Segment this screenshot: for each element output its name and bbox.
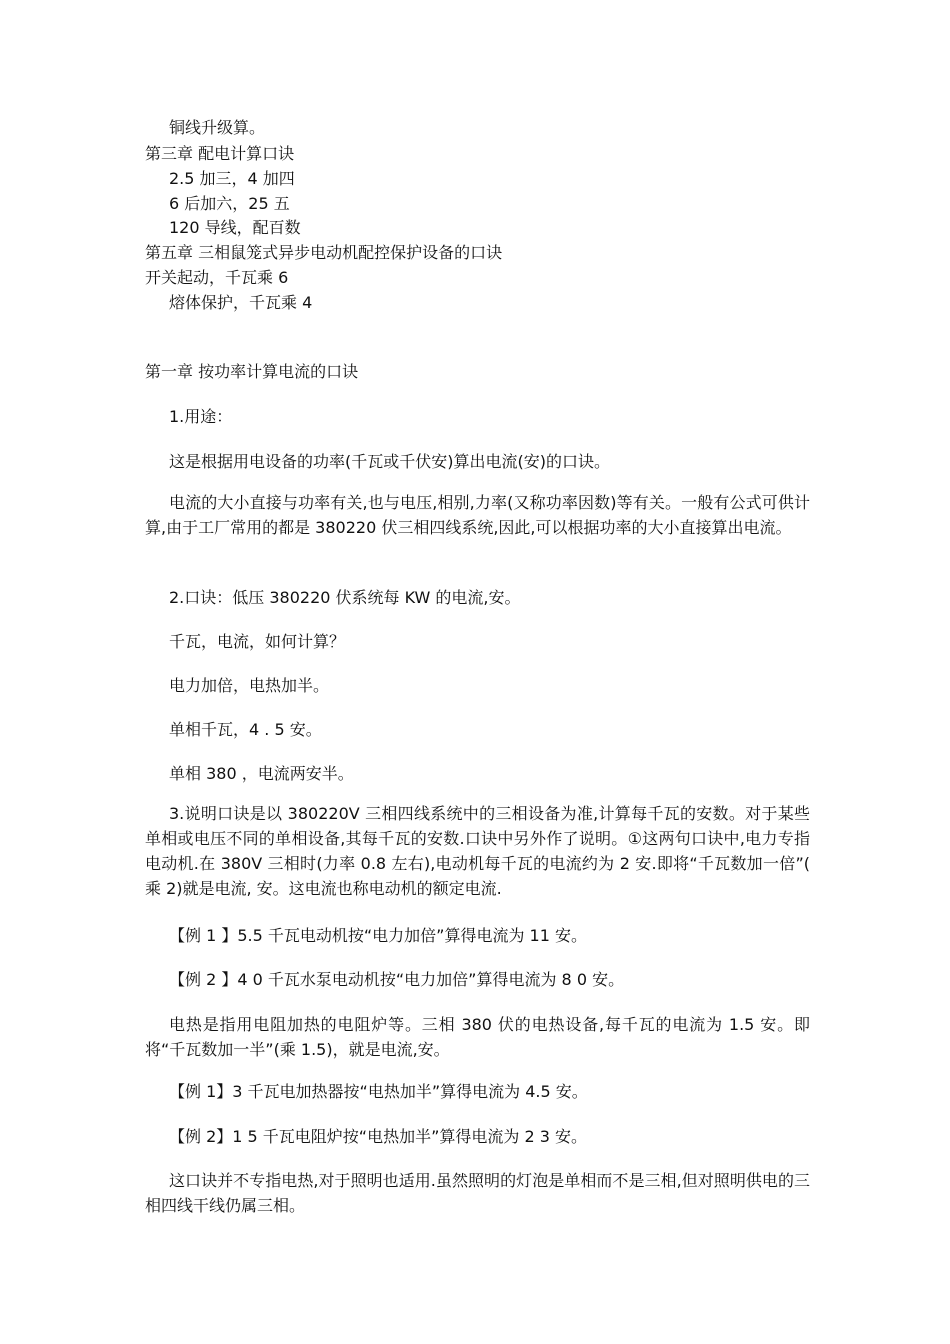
- outline-rhyme-line-1: 2.5 加三，4 加四: [169, 169, 295, 188]
- example-heater-2: 【例 2】1 5 千瓦电阻炉按“电热加半”算得电流为 2 3 安。: [169, 1127, 587, 1146]
- rhyme-line-3: 单相千瓦，4 . 5 安。: [169, 720, 322, 739]
- outline-rhyme-line-3: 120 导线，配百数: [169, 218, 301, 237]
- outline-fuse-rule: 熔体保护，千瓦乘 4: [169, 293, 313, 312]
- outline-chapter-3-title: 第三章 配电计算口诀: [145, 144, 295, 163]
- usage-heading: 1.用途：: [169, 407, 233, 426]
- example-heater-1: 【例 1】3 千瓦电加热器按“电热加半”算得电流为 4.5 安。: [169, 1082, 588, 1101]
- usage-paragraph: 这是根据用电设备的功率(千瓦或千伏安)算出电流(安)的口诀。: [169, 452, 610, 471]
- outline-switch-rule: 开关起动，千瓦乘 6: [145, 268, 289, 287]
- outline-rhyme-line-2: 6 后加六，25 五: [169, 194, 290, 213]
- rhyme-line-1: 千瓦，电流，如何计算？: [169, 632, 346, 651]
- current-paragraph: 电流的大小直接与功率有关,也与电压,相别,力率(又称功率因数)等有关。一般有公式可供计算,由于工厂常用的都是 380220 伏三相四线系统,因此,可以根据功率的大小直接算出电流。: [145, 493, 810, 537]
- lighting-paragraph: 这口诀并不专指电热,对于照明也适用.虽然照明的灯泡是单相而不是三相,但对照明供电的三相四线干线仍属三相。: [145, 1171, 810, 1215]
- example-motor-1: 【例 1 】5.5 千瓦电动机按“电力加倍”算得电流为 11 安。: [169, 926, 587, 945]
- outline-line-copper: 铜线升级算。: [169, 118, 266, 137]
- heating-paragraph: 电热是指用电阻加热的电阻炉等。三相 380 伏的电热设备,每千瓦的电流为 1.5 安。即将“千瓦数加一半”(乘 1.5)，就是电流,安。: [145, 1015, 810, 1059]
- rhyme-line-2: 电力加倍，电热加半。: [169, 676, 330, 695]
- outline-chapter-5-title: 第五章 三相鼠笼式异步电动机配控保护设备的口诀: [145, 243, 503, 262]
- example-motor-2: 【例 2 】4 0 千瓦水泵电动机按“电力加倍”算得电流为 8 0 安。: [169, 970, 625, 989]
- chapter-1-title: 第一章 按功率计算电流的口诀: [145, 362, 359, 381]
- rhyme-heading: 2.口诀：低压 380220 伏系统每 KW 的电流,安。: [169, 588, 521, 607]
- rhyme-line-4: 单相 380 ，电流两安半。: [169, 764, 354, 783]
- explanation-paragraph: 3.说明口诀是以 380220V 三相四线系统中的三相设备为准,计算每千瓦的安数。对于某些单相或电压不同的单相设备,其每千瓦的安数.口诀中另外作了说明。①这两句口诀中,电力专指电动机.在 380V 三相时(力率 0.8 左右),电动机每千瓦的电流约为 2 安.即将“千瓦数加一倍”( 乘 2)就是电流, 安。这电流也称电动机的额定电流.: [145, 804, 810, 898]
